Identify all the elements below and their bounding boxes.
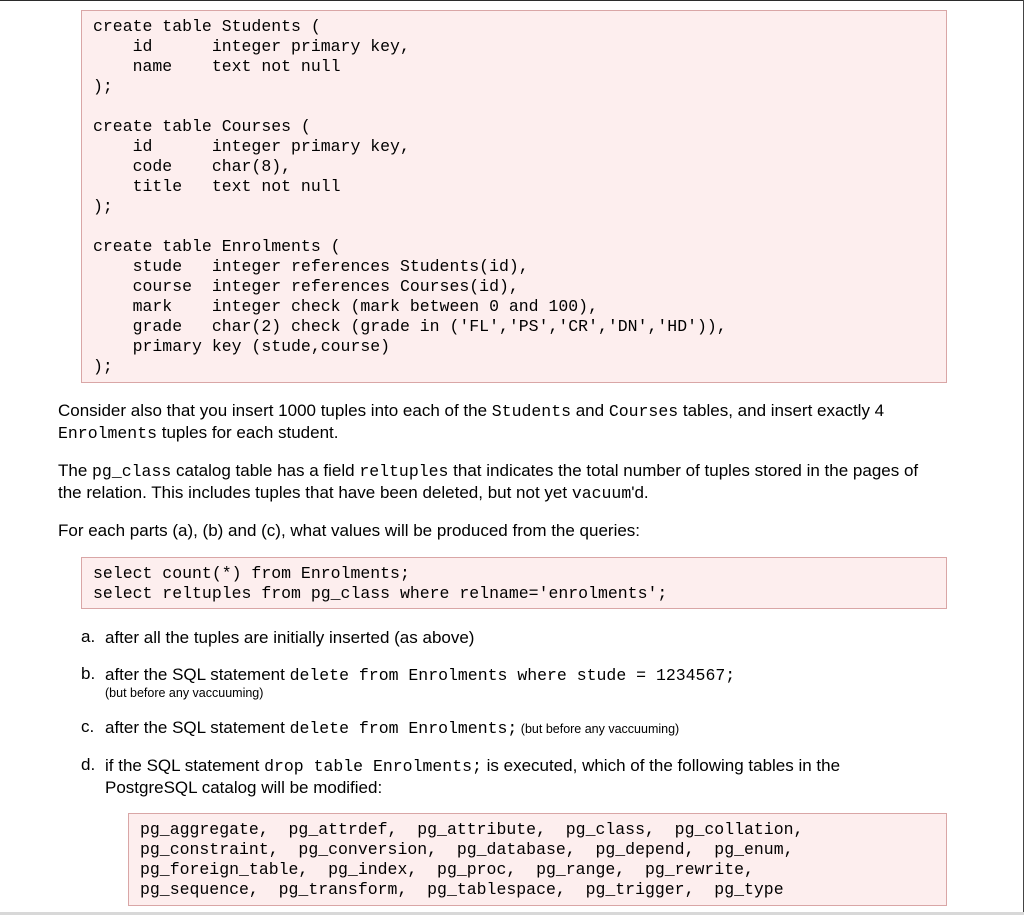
code-line: ); — [93, 77, 113, 96]
text: The — [58, 461, 93, 480]
text: that indicates the total number of tuples stored in the pages of — [448, 461, 919, 480]
code-line: ); — [93, 197, 113, 216]
code-line: id integer primary key, — [93, 137, 410, 156]
inline-code: delete from Enrolments; — [289, 719, 518, 738]
code-line: name text not null — [93, 57, 341, 76]
item-d — [105, 755, 995, 798]
item-line — [105, 755, 995, 777]
inline-code: delete from Enrolments where stude = 1234567; — [289, 666, 736, 685]
text: For each parts (a), (b) and (c), what values will be produced from the queries: — [58, 521, 641, 540]
code-line: create table Enrolments ( — [93, 237, 341, 256]
item-letter-c: c. — [81, 717, 95, 736]
text: is executed, which of the following tables in the — [481, 756, 841, 775]
catalog-code-block — [128, 813, 947, 906]
item-letter-b: b. — [81, 664, 96, 683]
inline-code: pg_class — [92, 462, 172, 481]
text: tables, and insert exactly 4 — [678, 401, 885, 420]
paragraph-line — [58, 400, 978, 422]
text: PostgreSQL catalog will be modified: — [105, 778, 383, 797]
code-line: course integer references Courses(id), — [93, 277, 519, 296]
schema-code-block — [81, 10, 947, 383]
item-line — [105, 664, 985, 686]
paragraph-line — [58, 460, 998, 482]
paragraph-line — [58, 422, 978, 444]
code-line: grade char(2) check (grade in ('FL','PS','CR','DN','HD')), — [93, 317, 727, 336]
item-a — [105, 627, 985, 648]
text: after the SQL statement — [105, 718, 290, 737]
query-code-block — [81, 557, 947, 609]
inline-code: Students — [491, 402, 571, 421]
code-line: stude integer references Students(id), — [93, 257, 529, 276]
item-c — [105, 717, 985, 740]
code-line — [93, 97, 946, 117]
text: 'd. — [631, 483, 649, 502]
code-line: create table Courses ( — [93, 117, 311, 136]
text: tuples for each student. — [157, 423, 339, 442]
inline-code: drop table Enrolments; — [264, 757, 482, 776]
code-line: mark integer check (mark between 0 and 100), — [93, 297, 598, 316]
text: after the SQL statement — [105, 665, 290, 684]
text: catalog table has a field — [171, 461, 360, 480]
text: after all the tuples are initially inserted (as above) — [105, 628, 475, 647]
code-line: pg_sequence, pg_transform, pg_tablespace, pg_trigger, pg_type — [140, 880, 784, 899]
code-line: code char(8), — [93, 157, 292, 176]
code-line: id integer primary key, — [93, 37, 410, 56]
code-line: create table Students ( — [93, 17, 321, 36]
item-note: (but before any vaccuuming) — [105, 686, 264, 700]
text: the relation. This includes tuples that have been deleted, but not yet — [58, 483, 572, 502]
item-line — [105, 777, 995, 798]
item-letter-d: d. — [81, 755, 96, 774]
code-line: primary key (stude,course) — [93, 337, 391, 356]
code-line: pg_aggregate, pg_attrdef, pg_attribute, pg_class, pg_collation, — [140, 820, 804, 839]
paragraph-question — [58, 520, 978, 541]
item-note: (but before any vaccuuming) — [517, 722, 680, 736]
paragraph-pg-class — [58, 460, 998, 504]
text: Consider also that you insert 1000 tuples into each of the — [58, 401, 492, 420]
paragraph-tuples — [58, 400, 978, 444]
code-line: pg_foreign_table, pg_index, pg_proc, pg_range, pg_rewrite, — [140, 860, 754, 879]
code-line: select count(*) from Enrolments; — [93, 564, 410, 583]
code-line — [93, 217, 946, 237]
inline-code: reltuples — [359, 462, 449, 481]
inline-code: vacuum — [571, 484, 632, 503]
item-letter-a: a. — [81, 627, 96, 646]
inline-code: Enrolments — [58, 424, 158, 443]
paragraph-line — [58, 482, 998, 504]
top-rule — [0, 0, 1024, 1]
text: and — [571, 401, 609, 420]
code-line: select reltuples from pg_class where relname='enrolments'; — [93, 584, 668, 603]
code-line: pg_constraint, pg_conversion, pg_database, pg_depend, pg_enum, — [140, 840, 794, 859]
item-b — [105, 664, 985, 701]
code-line: title text not null — [93, 177, 341, 196]
code-line: ); — [93, 357, 113, 376]
text: if the SQL statement — [105, 756, 265, 775]
inline-code: Courses — [608, 402, 679, 421]
